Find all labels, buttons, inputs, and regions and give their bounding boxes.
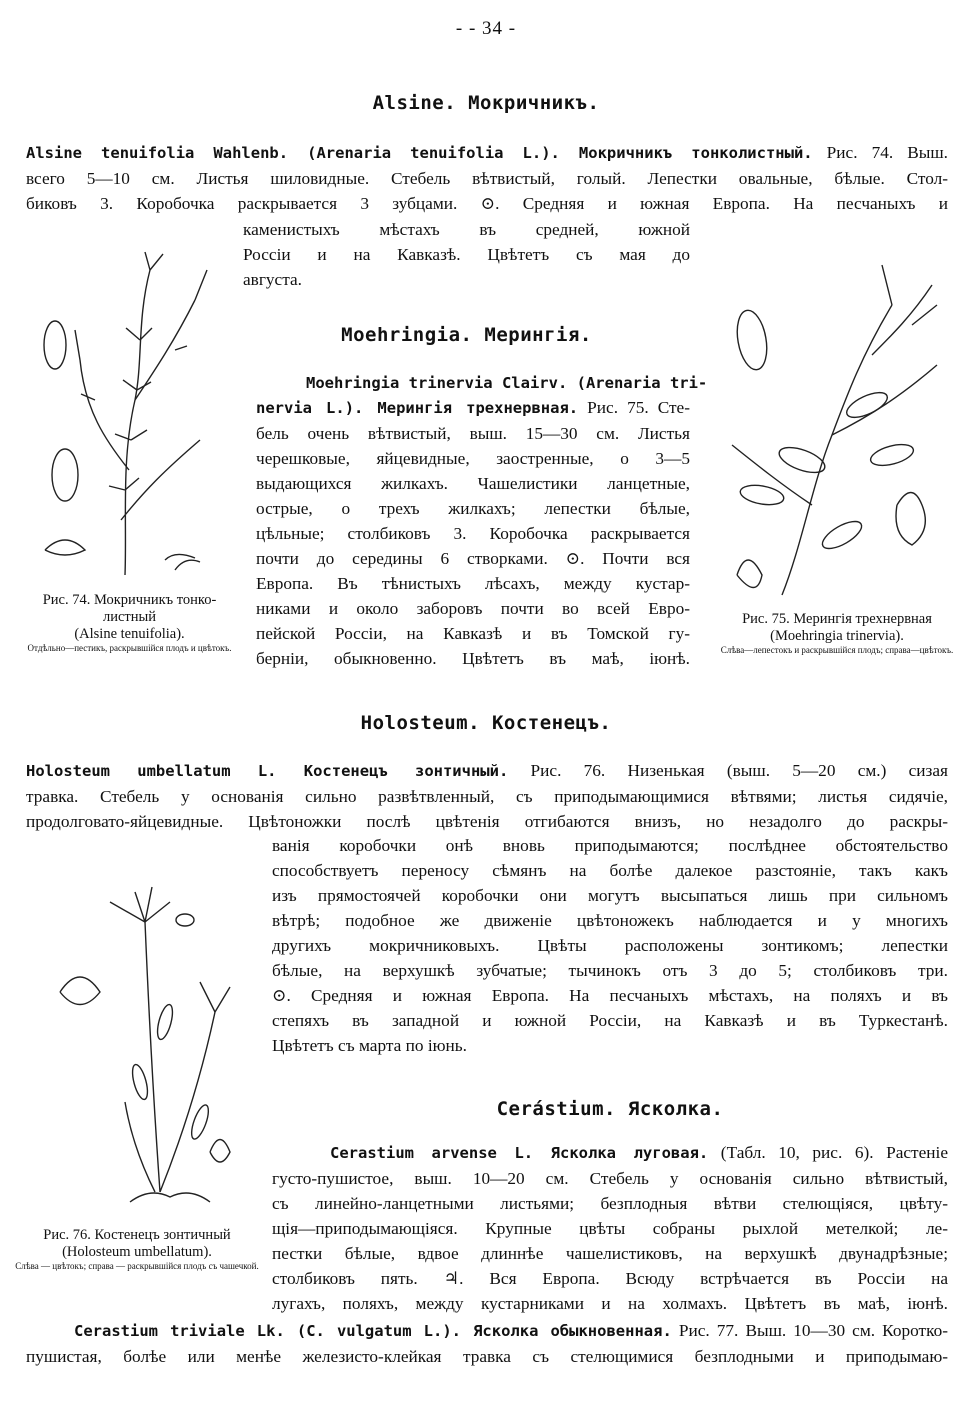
text-line: лугахъ, поляхъ, между кустарниками и на холмахъ. Цвѣтетъ въ маѣ, іюнѣ. (272, 1294, 948, 1313)
species-name: Holosteum umbellatum L. Костенецъ зонтичный. (26, 762, 509, 780)
text-line: Европа. Въ тѣнистыхъ лѣсахъ, между кустар- (256, 574, 690, 593)
text-line: выдающихся жилкахъ. Чашелистики ланцетные, (256, 474, 690, 493)
genus-heading-holosteum: Holosteum. Костенецъ. (360, 712, 612, 734)
species-name: Cerastium triviale Lk. (C. vulgatum L.). Ясколка обыкновенная. (74, 1322, 672, 1340)
figure-76-caption (12, 1227, 262, 1272)
text-line: Рис. 77. Выш. 10—30 см. Коротко- (671, 1321, 949, 1340)
text-line: каменистыхъ мѣстахъ въ средней, южной (243, 220, 690, 239)
text-line: столбиковъ пять. ♃. Вся Европа. Всюду встрѣчается въ Россіи на (272, 1269, 948, 1288)
text-line: съ линейно-ланцетными листьями; безплодныя вѣтви стелющіяся, цвѣту- (272, 1194, 948, 1213)
text-line: черешковые, яйцевидные, заостренные, о 3—5 (256, 449, 690, 468)
text-line: биковъ 3. Коробочка раскрывается 3 зубцами. ⊙. Средняя и южная Европа. На песчаныхъ и (26, 194, 948, 213)
text-line: густо-пушистое, выш. 10—20 см. Стебель у основанія сильно вѣтвистый, (272, 1169, 948, 1188)
text-line: изъ прямостоячей коробочки они могутъ высыпаться лишь при сильномъ (272, 886, 948, 905)
genus-heading-cerastium: Cerástium. Ясколка. (496, 1098, 724, 1120)
species-name: Cerastium arvense L. Ясколка луговая. (330, 1144, 709, 1162)
cerastium-arvense-paragraph (272, 1140, 948, 1316)
text-line: продолговато-яйцевидные. Цвѣтоножки послѣ цвѣтенія отгибаются внизъ, но незадолго до раскры- (26, 812, 948, 831)
text-line: Россіи и на Кавказѣ. Цвѣтетъ съ мая до (243, 245, 690, 264)
text-line: вѣтрѣ; подобное же движеніе цвѣтоножекъ наблюдается и у многихъ (272, 911, 948, 930)
text-line: августа. (243, 270, 302, 289)
caption-note: Отдѣльно—пестикъ, раскрывшійся плодъ и цвѣтокъ. (27, 643, 232, 653)
text-line: Рис. 75. Сте- (578, 398, 690, 417)
text-line: (Табл. 10, рис. 6). Растеніе (708, 1143, 948, 1162)
caption-line: Рис. 76. Костенецъ зонтичный (43, 1227, 231, 1243)
text-line: степяхъ въ западной и южной Россіи, на Кавказѣ и въ Туркестанѣ. (272, 1011, 948, 1030)
figure-75-caption (712, 611, 962, 656)
text-line: бѣлые, на верхушкѣ зубчатые; тычинокъ отъ 3 до 5; столбиковъ три. (272, 961, 948, 980)
caption-note: Слѣва—лепестокъ и раскрывшійся плодъ; справа—цвѣтокъ. (720, 645, 954, 655)
caption-line: (Holosteum umbellatum). (62, 1244, 212, 1260)
figure-74-illustration (25, 240, 235, 580)
text-line: почти до середины 6 створками. ⊙. Почти вся (256, 549, 690, 568)
text-line: никами и около заборовъ почти во всей Евро- (256, 599, 690, 618)
alsine-paragraph-cont (243, 217, 690, 292)
text-line: пестки бѣлые, вдвое длиннѣе чашелистиковъ, на верхушкѣ двунадрѣзные; (272, 1244, 948, 1263)
text-line: бель очень вѣтвистый, выш. 15—30 см. Листья (256, 424, 690, 443)
holosteum-paragraph (26, 758, 948, 834)
caption-line: Рис. 75. Мерингія трехнервная (742, 611, 932, 627)
text-line: ванія коробочки онѣ вновь приподымаются; послѣднее обстоятельство (272, 836, 948, 855)
text-line: щія—приподымающіяся. Крупные цвѣты собраны рыхлой метелкой; ле- (272, 1219, 948, 1238)
text-line: Цвѣтетъ съ марта по іюнь. (272, 1036, 468, 1055)
text-line: пушистая, болѣе или менѣе железисто-клейкая травка съ стелющимися безплодными и приподымаю- (26, 1347, 948, 1366)
caption-note: Слѣва — цвѣтокъ; справа — раскрывшійся плодъ съ чашечкой. (15, 1261, 259, 1271)
species-name: Alsine tenuifolia Wahlenb. (Arenaria tenuifolia L.). Мокричникъ тонколистный. (26, 144, 813, 162)
figure-74-caption (12, 592, 247, 654)
text-line: другихъ мокричниковыхъ. Цвѣты расположены зонтикомъ; лепестки (272, 936, 948, 955)
text-line: цѣльные; столбиковъ 3. Коробочка раскрывается (256, 524, 690, 543)
text-line: всего 5—10 см. Листья шиловидные. Стебель вѣтвистый, голый. Лепестки овальные, бѣлые. Стол- (26, 169, 948, 188)
text-line: ⊙. Средняя и южная Европа. На песчаныхъ мѣстахъ, на поляхъ и въ (272, 986, 948, 1005)
text-line: Рис. 76. Низенькая (выш. 5—20 см.) сизая (508, 761, 948, 780)
genus-heading-alsine: Alsine. Мокричникъ. (372, 92, 600, 114)
species-name: nervia L.). Мерингія трехнервная. (256, 399, 579, 417)
caption-line: листный (102, 609, 157, 625)
moehringia-paragraph (256, 395, 690, 671)
figure-76-illustration (40, 862, 250, 1217)
figure-75-illustration (722, 245, 957, 605)
text-line: пейской Россіи, на Кавказѣ и въ Томской гу- (256, 624, 690, 643)
text-line: берніи, обыкновенно. Цвѣтетъ въ маѣ, іюнѣ. (256, 649, 690, 668)
text-line: Рис. 74. Выш. (812, 143, 948, 162)
text-line: способствуетъ переносу сѣмянъ на болѣе далекое разстояніе, такъ какъ (272, 861, 948, 880)
caption-line: Рис. 74. Мокричникъ тонко- (42, 592, 217, 608)
holosteum-paragraph-cont (272, 833, 948, 1058)
moehringia-paragraph-start (256, 370, 708, 396)
text-line: травка. Стебель у основанія сильно развѣтвленный, съ приподымающимися вѣтвями; листья сидячіе, (26, 787, 948, 806)
species-name: Moehringia trinervia Clairv. (Arenaria tri- (306, 374, 708, 392)
caption-line: (Alsine tenuifolia). (74, 626, 185, 642)
genus-heading-moehringia: Moehringia. Мерингія. (341, 324, 592, 346)
cerastium-triviale-paragraph (26, 1318, 948, 1369)
caption-line: (Moehringia trinervia). (770, 628, 904, 644)
alsine-paragraph (26, 140, 948, 216)
page-number: - - 34 - (455, 18, 517, 39)
text-line: острые, о трехъ жилкахъ; лепестки бѣлые, (256, 499, 690, 518)
